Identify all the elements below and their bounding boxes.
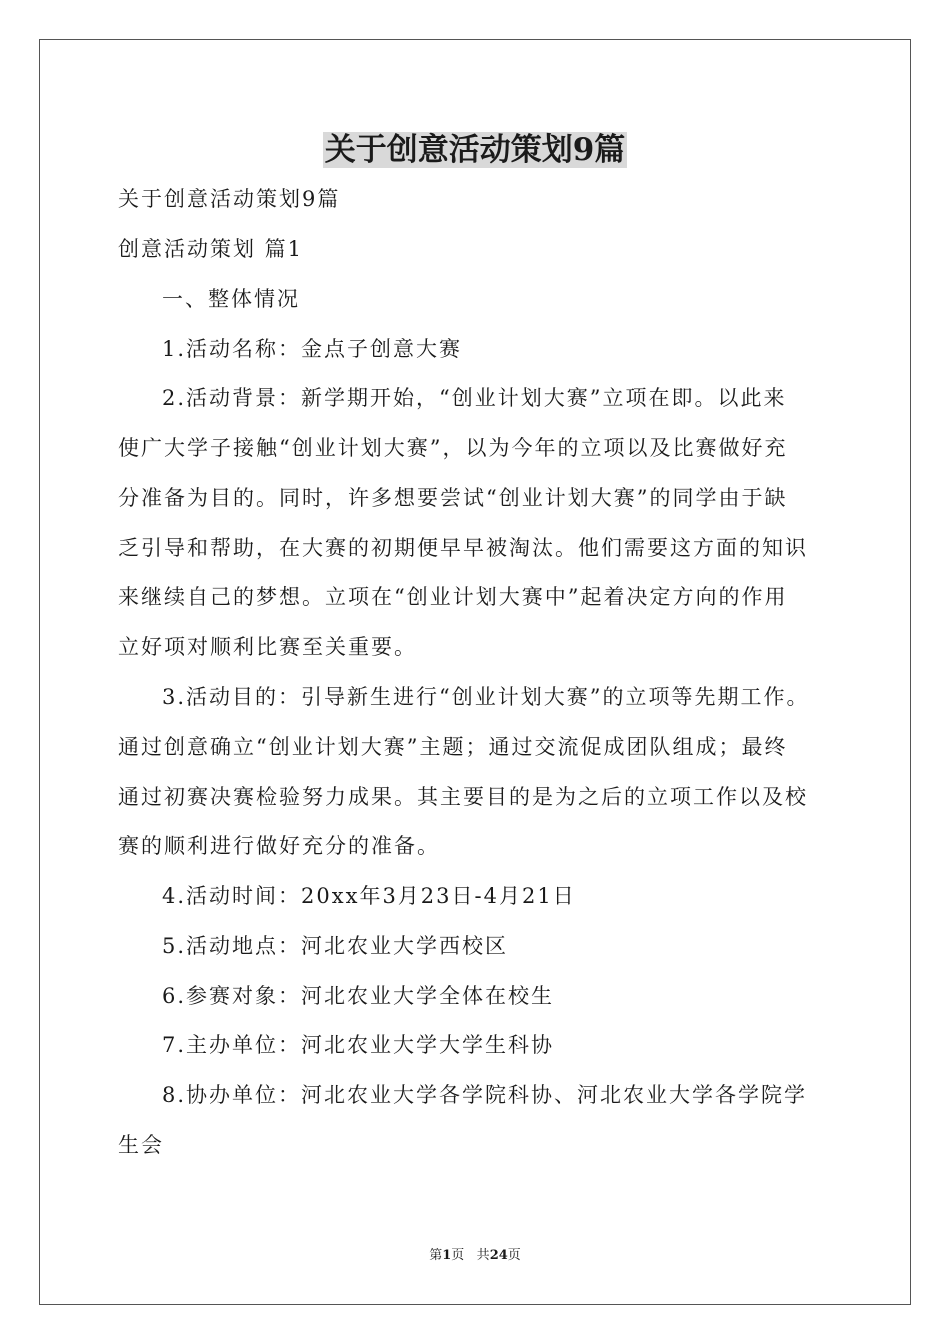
page-border	[39, 39, 911, 1305]
body-line: 使广大学子接触“创业计划大赛”，以为今年的立项以及比赛做好充	[118, 436, 788, 460]
body-line: 6.参赛对象：河北农业大学全体在校生	[162, 984, 555, 1008]
total-suffix: 页	[507, 1248, 521, 1263]
body-line: 生会	[118, 1133, 164, 1157]
body-line: 7.主办单位：河北农业大学大学生科协	[162, 1033, 555, 1057]
body-line: 1.活动名称：金点子创意大赛	[162, 337, 463, 361]
body-line: 2.活动背景：新学期开始，“创业计划大赛”立项在即。以此来	[162, 386, 787, 410]
section-heading: 创意活动策划 篇1	[118, 237, 304, 261]
body-line: 关于创意活动策划9篇	[118, 187, 341, 211]
body-line: 3.活动目的：引导新生进行“创业计划大赛”的立项等先期工作。	[162, 685, 810, 709]
body-line: 赛的顺利进行做好充分的准备。	[118, 834, 440, 858]
body-line: 分准备为目的。同时，许多想要尝试“创业计划大赛”的同学由于缺	[118, 486, 788, 510]
total-pages: 24	[489, 1248, 508, 1263]
body-line: 4.活动时间：20xx年3月23日-4月21日	[162, 884, 576, 908]
body-line: 5.活动地点：河北农业大学西校区	[162, 934, 509, 958]
body-line: 通过创意确立“创业计划大赛”主题；通过交流促成团队组成；最终	[118, 735, 788, 759]
document-title	[0, 128, 950, 172]
body-line: 来继续自己的梦想。立项在“创业计划大赛中”起着决定方向的作用	[118, 585, 788, 609]
body-line: 乏引导和帮助，在大赛的初期便早早被淘汰。他们需要这方面的知识	[118, 536, 808, 560]
body-line: 立好项对顺利比赛至关重要。	[118, 635, 417, 659]
page-suffix: 页	[451, 1248, 465, 1263]
body-line: 一、整体情况	[162, 287, 300, 311]
page-number: 1	[442, 1248, 452, 1263]
document-title-text: 关于创意活动策划9篇	[324, 132, 626, 168]
total-prefix: 共	[476, 1248, 490, 1263]
page-prefix: 第	[429, 1248, 443, 1263]
page-footer	[0, 1247, 950, 1265]
body-line: 通过初赛决赛检验努力成果。其主要目的是为之后的立项工作以及校	[118, 785, 808, 809]
body-line: 8.协办单位：河北农业大学各学院科协、河北农业大学各学院学	[162, 1083, 808, 1107]
